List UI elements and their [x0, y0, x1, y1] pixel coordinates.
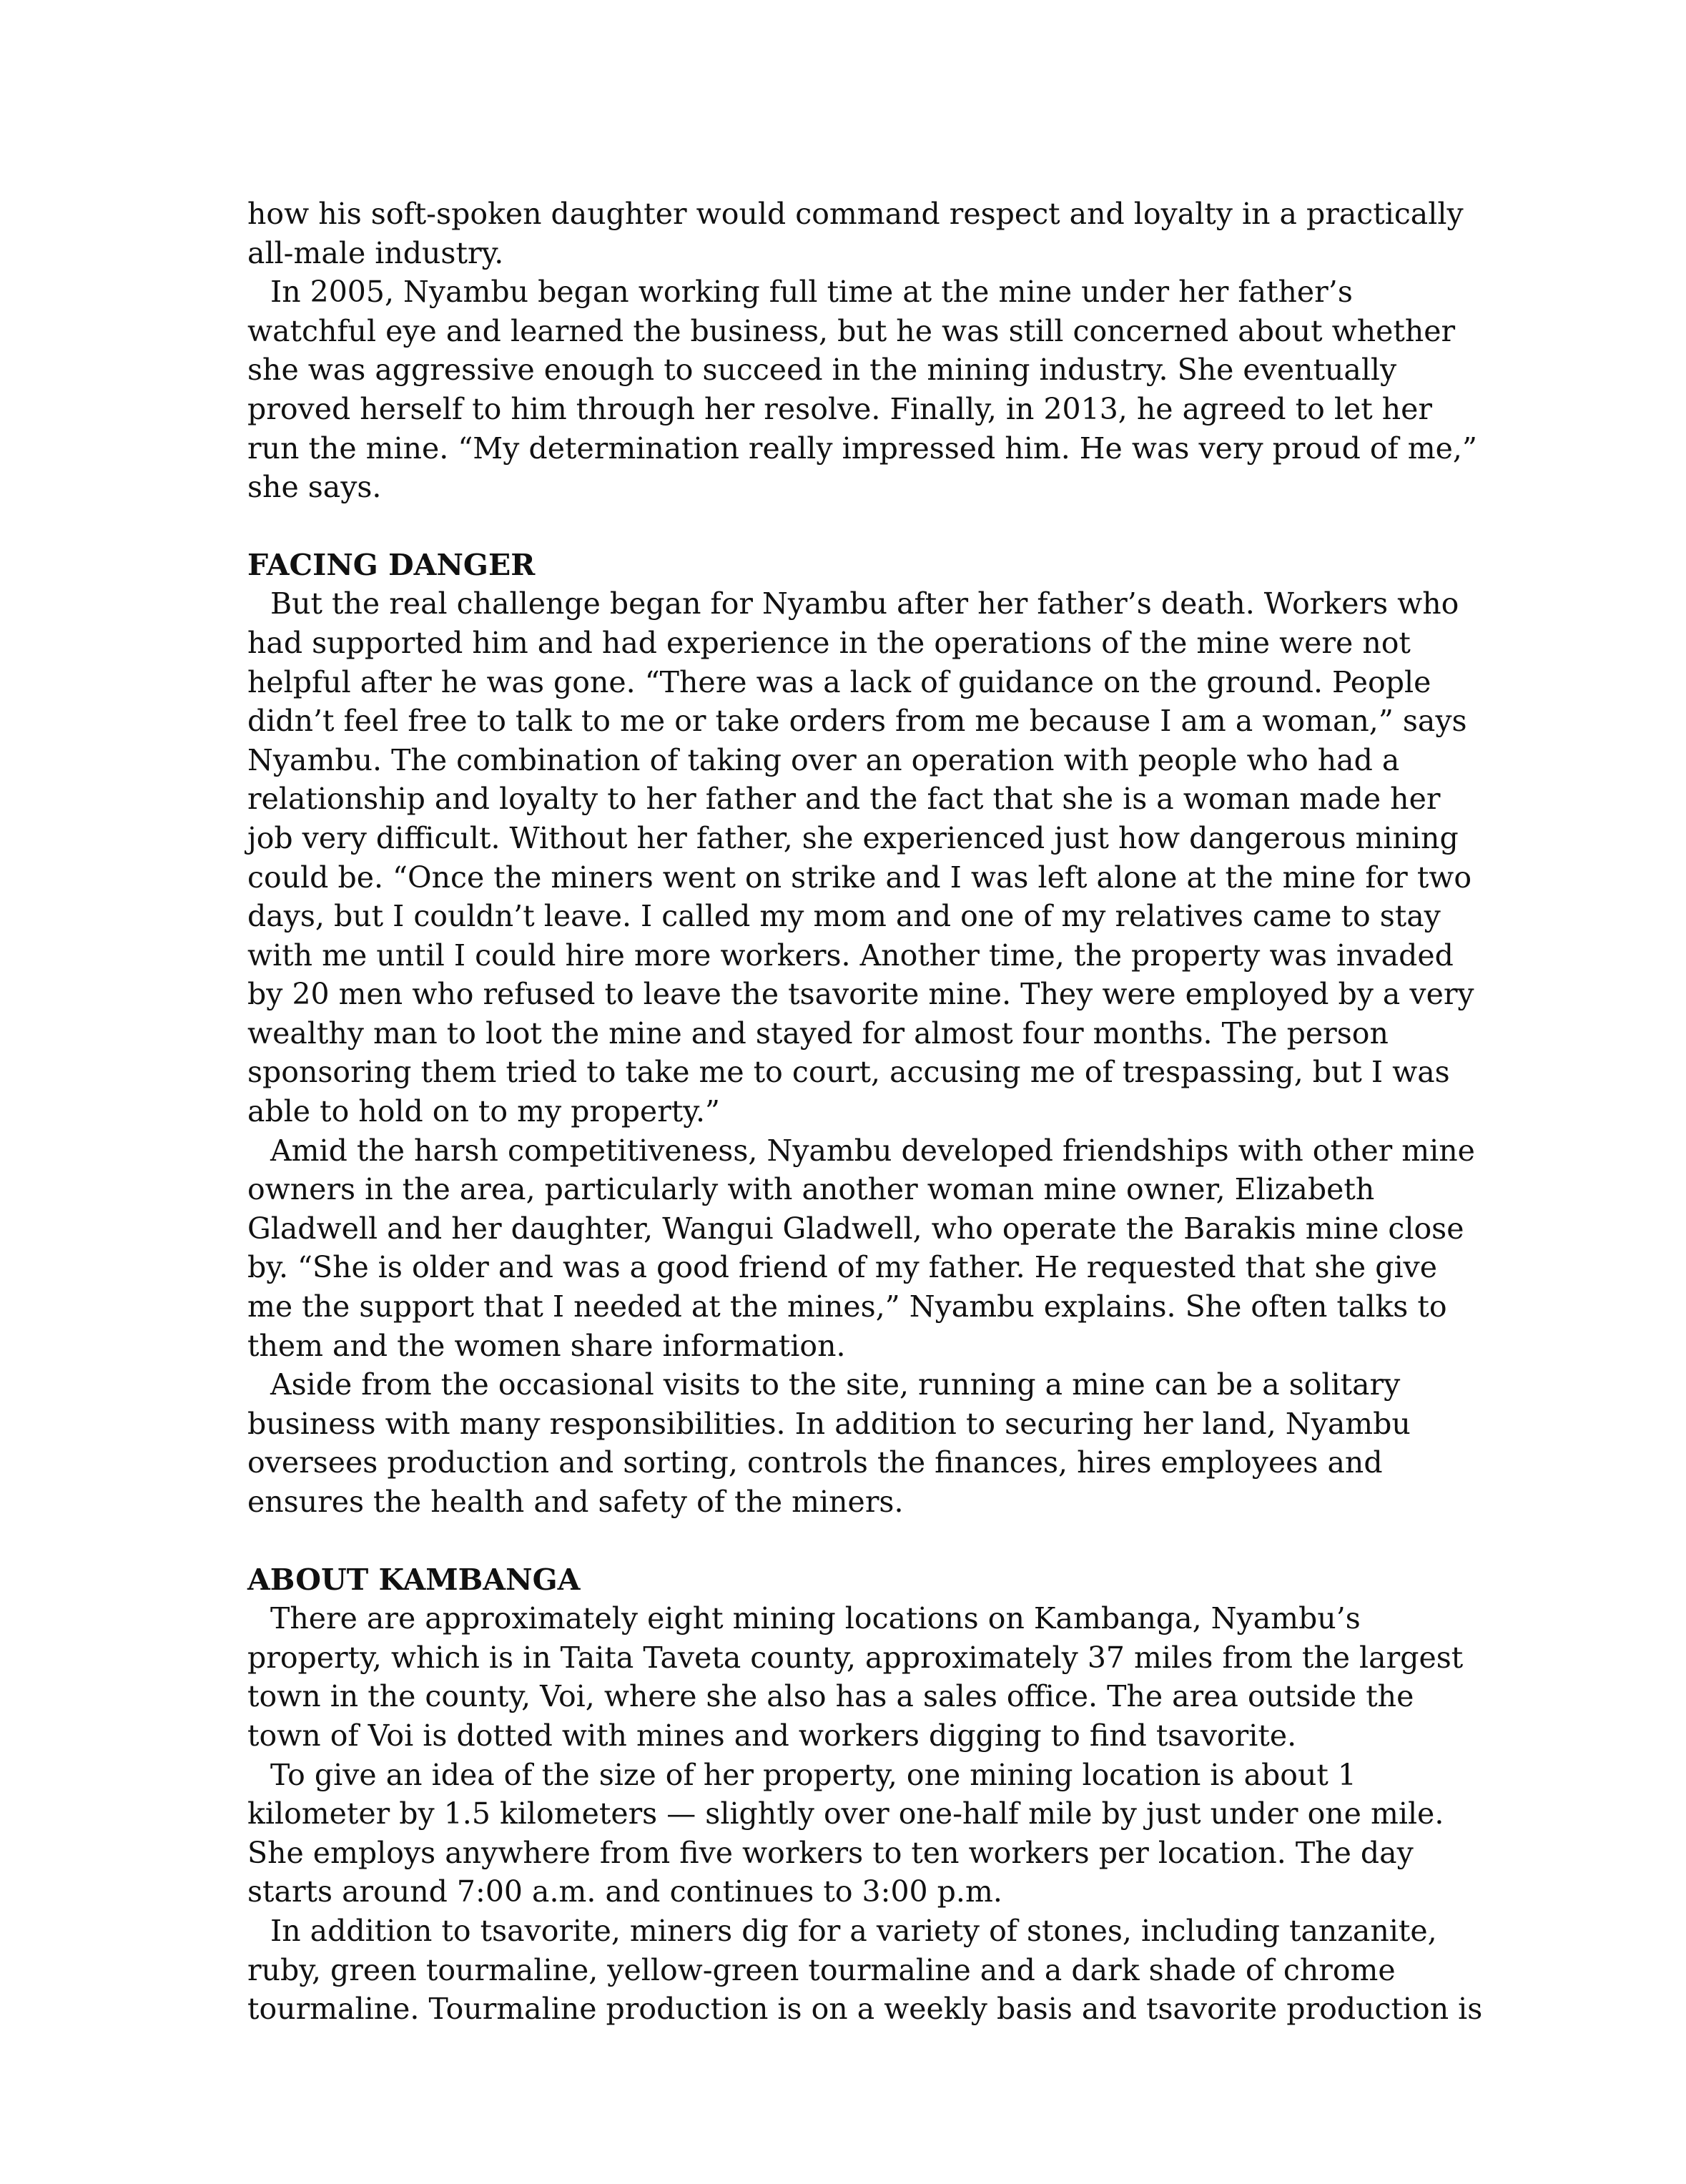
intro-paragraph: In 2005, Nyambu began working full time at the mine under her father’s watchful eye and learned the business, but he was still concerned about whether she was aggressive enough to succeed in the mining industry. She eventually proved herself to him through her resolve. Finally, in 2013, he agreed to let her run the mine. “My determination really impressed him. He was very proud of me,” she says. — [247, 275, 1477, 505]
section-heading: ABOUT KAMBANGA — [247, 1562, 581, 1597]
section-facing-danger — [247, 546, 1484, 1522]
section-heading: FACING DANGER — [247, 547, 536, 582]
body-paragraph: There are approximately eight mining locations on Kambanga, Nyambu’s property, which is in Taita Taveta county, approximately 37 miles from the largest town in the county, Voi, where she also has a sales office. The area outside the town of Voi is dotted with mines and workers digging to find tsavorite. — [247, 1601, 1464, 1753]
body-paragraph: In addition to tsavorite, miners dig for a variety of stones, including tanzanite, ruby, green tourmaline, yellow-green tourmaline and a dark shade of chrome tourmaline. Tourmaline production is on a weekly basis and tsavorite production is — [247, 1913, 1483, 2027]
body-paragraph: To give an idea of the size of her property, one mining location is about 1 kilometer by 1.5 kilometers — slightly over one-half mile by just under one mile. She employs anywhere from five workers to ten workers per location. The day starts around 7:00 a.m. and continues to 3:00 p.m. — [247, 1757, 1444, 1909]
intro-continuation: how his soft-spoken daughter would command respect and loyalty in a practically all-male industry. — [247, 197, 1464, 270]
body-paragraph: But the real challenge began for Nyambu after her father’s death. Workers who had supported him and had experience in the operations of the mine were not helpful after he was gone. “There was a lack of guidance on the ground. People didn’t feel free to talk to me or take orders from me because I am a woman,” says Nyambu. The combination of taking over an operation with people who had a relationship and loyalty to her father and the fact that she is a woman made her job very difficult. Without her father, she experienced just how dangerous mining could be. “Once the miners went on strike and I was left alone at the mine for two days, but I couldn’t leave. I called my mom and one of my relatives came to stay with me until I could hire more workers. Another time, the property was invaded by 20 men who refused to leave the tsavorite mine. They were employed by a very wealthy man to loot the mine and stayed for almost four months. The person sponsoring them tried to take me to court, accusing me of trespassing, but I was able to hold on to my property.” — [247, 586, 1474, 1129]
body-paragraph: Amid the harsh competitiveness, Nyambu developed friendships with other mine owners in the area, particularly with another woman mine owner, Elizabeth Gladwell and her daughter, Wangui Gladwell, who operate the Barakis mine close by. “She is older and was a good friend of my father. He requested that she give me the support that I needed at the mines,” Nyambu explains. She often talks to them and the women share information. — [247, 1133, 1475, 1363]
body-paragraph: Aside from the occasional visits to the site, running a mine can be a solitary business with many responsibilities. In addition to securing her land, Nyambu oversees production and sorting, controls the finances, hires employees and ensures the health and safety of the miners. — [247, 1367, 1411, 1519]
section-about-kambanga — [247, 1560, 1484, 2029]
document-page — [247, 195, 1484, 2029]
